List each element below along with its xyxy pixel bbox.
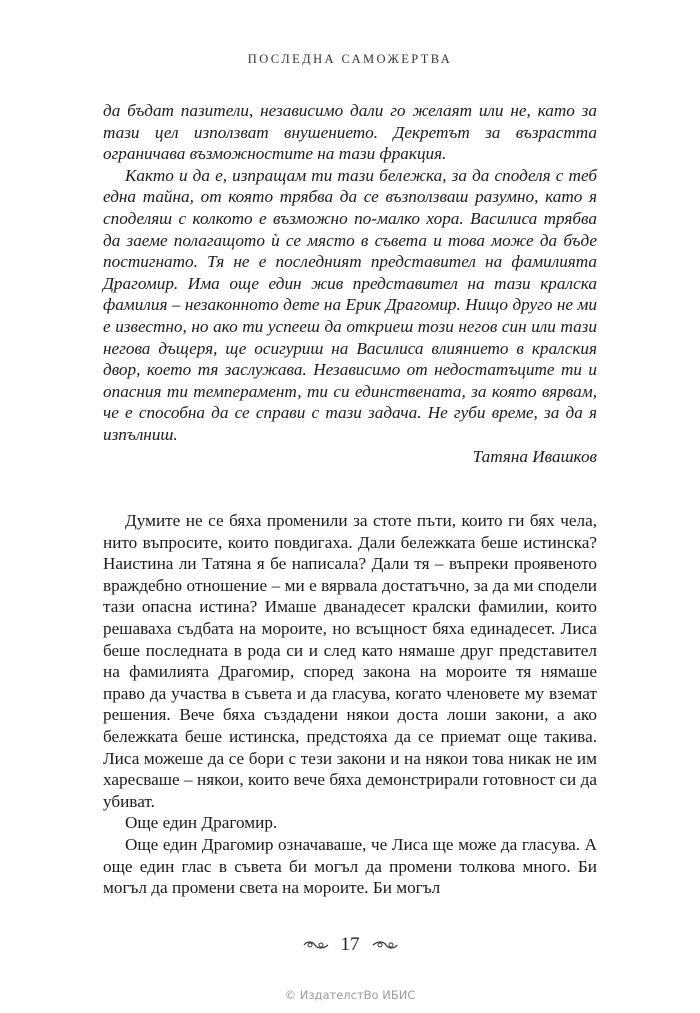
- narrative-paragraph: Още един Драгомир означаваше, че Лиса ще може да гласува. А още един глас в съвета би могъл да промени толкова много. Би могъл да промени света на мороите. Би могъл: [103, 834, 597, 898]
- page-number: 17: [340, 934, 360, 955]
- left-swirl-ornament-icon: [303, 940, 329, 950]
- letter-text: [103, 100, 597, 467]
- letter-signature: Татяна Ивашков: [472, 446, 597, 466]
- narrative-paragraph: Още един Драгомир.: [125, 813, 278, 833]
- narrative-text: [103, 510, 597, 899]
- narrative-paragraph: Думите не се бяха променили за стоте пъти, които ги бях чела, нито въпросите, които повдигаха. Дали бележката беше истинска? Наистина ли Татяна я бе написала? Дали тя – въпреки проявеното враждебно отношение – ми е вярвала достатъчно, за да ми сподели тази опасна истина? Имаше дванадесет кралски фамилии, които решаваха съдбата на мороите, но всъщност бяха единадесет. Лиса беше последната в рода си и след като нямаше друг представител на фамилията Драгомир, според закона на мороите тя нямаше право да участва в съвета и да гласува, когато членовете му вземат решения. Вече бяха създадени някои доста лоши закони, а ако бележката беше истинска, предстояха да се приемат още такива. Лиса можеше да се бори с тези закони и на някои това никак не им харесваше – някои, които вече бяха демонстрирали готовност си да убиват.: [103, 511, 597, 811]
- letter-paragraph: Както и да е, изпращам ти тази бележка, за да споделя с теб една тайна, от която трябва да се възползваш разумно, като я споделяш с колкото е възможно по-малко хора. Василиса трябва да заеме полагащото ѝ се място в съвета и това може да бъде постигнато. Тя не е последният представител на фамилията Драгомир. Има още един жив представител на тази кралска фамилия – незаконното дете на Ерик Драгомир. Нищо друго не ми е известно, но ако ти успееш да откриеш този негов син или тази негова дъщеря, ще осигуриш на Василиса влиянието в кралския двор, което тя заслужава. Независимо от недостатъците ти и опасния ти темперамент, ти си единствената, за която вярвам, че е способна да се справи с тази задача. Не губи време, за да я изпълниш.: [103, 165, 597, 444]
- right-swirl-ornament-icon: [372, 940, 398, 950]
- letter-paragraph: да бъдат пазители, независимо дали го желаят или не, като за тази цел използват внушението. Декретът за възрастта ограничава възможностите на тази фракция.: [103, 101, 597, 164]
- publisher-copyright: © ИздателстВо ИБИС: [284, 988, 416, 1002]
- running-header: ПОСЛЕДНА САМОЖЕРТВА: [247, 52, 453, 66]
- page-folio: [0, 934, 700, 956]
